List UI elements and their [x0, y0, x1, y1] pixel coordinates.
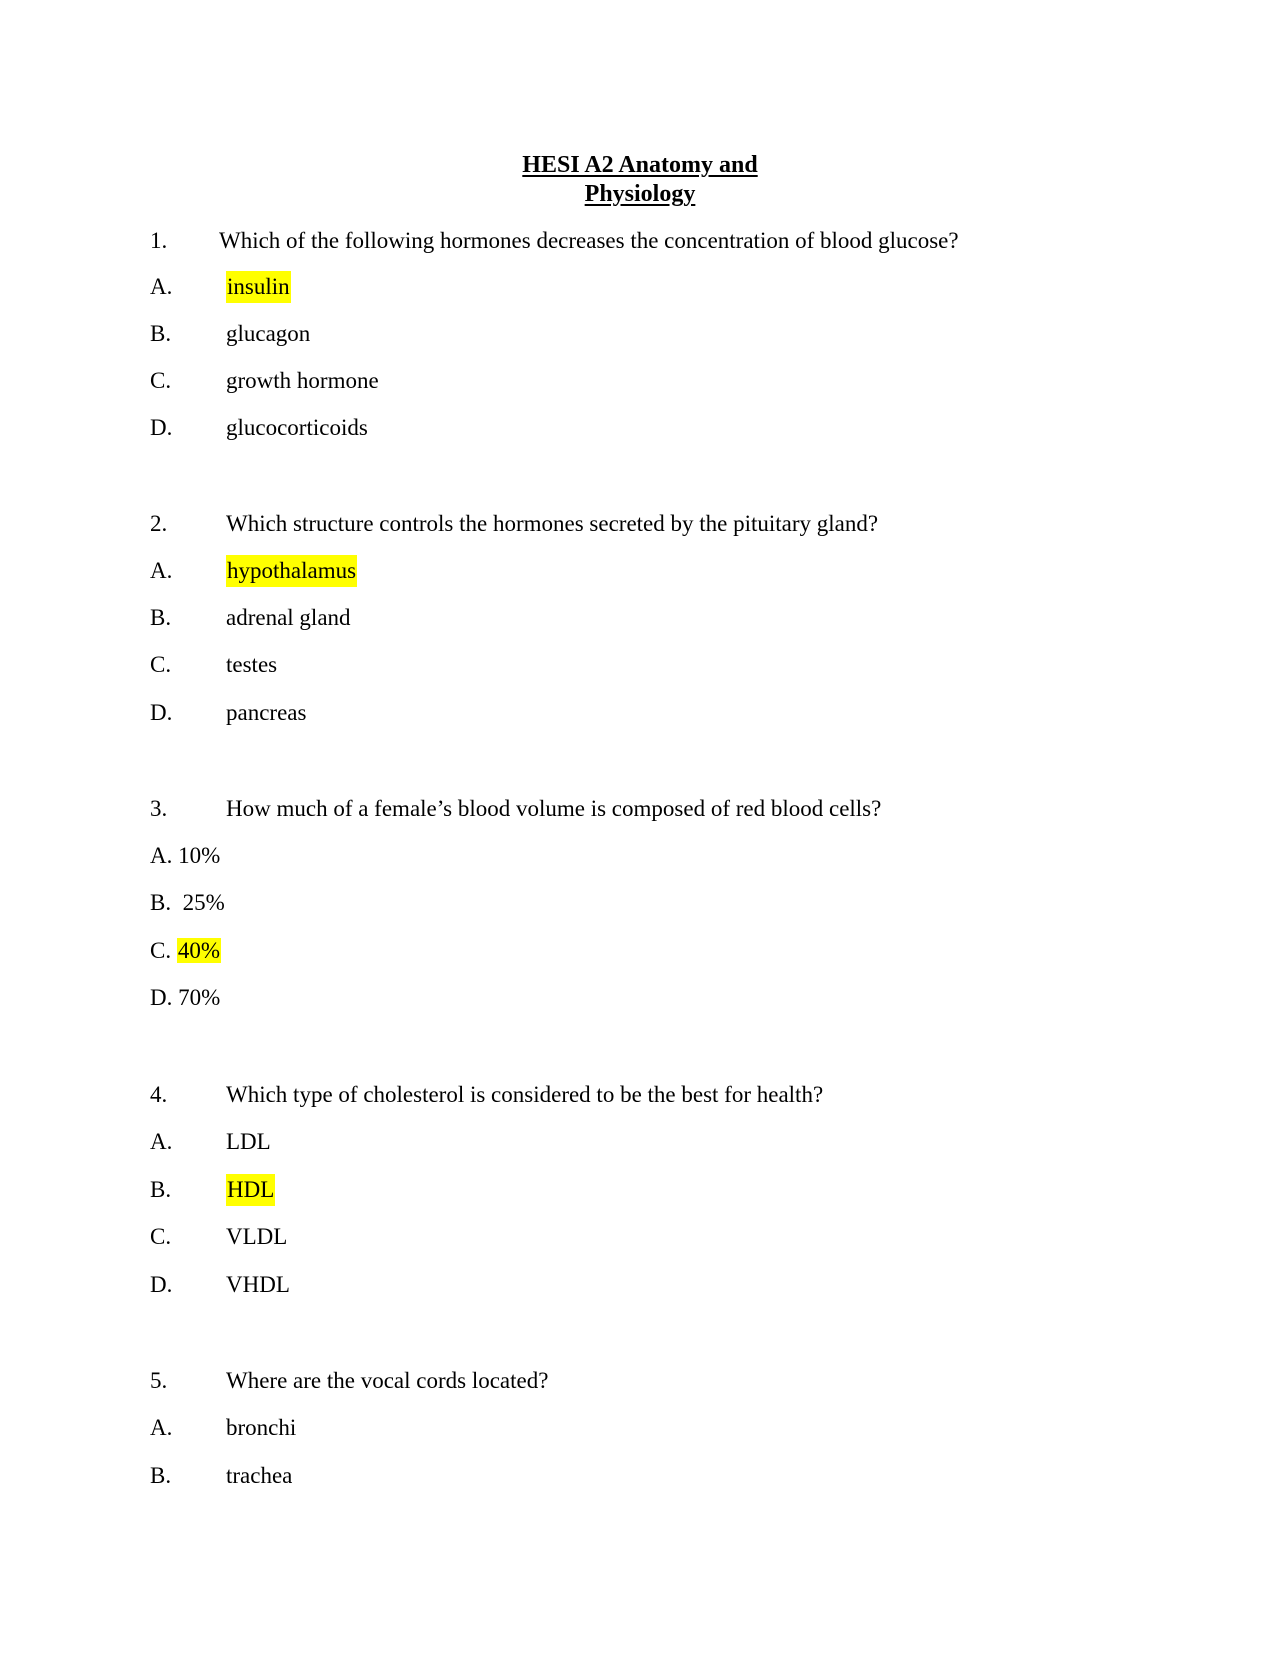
option-letter: C.: [150, 368, 172, 393]
option-inline: [150, 887, 225, 919]
option-letter: B.: [150, 1463, 172, 1488]
option-letter: B.: [150, 605, 172, 630]
option-inline: [150, 982, 220, 1014]
option-text: pancreas: [226, 700, 307, 725]
option-letter: D.: [150, 1272, 173, 1297]
question-text: Which structure controls the hormones secreted by the pituitary gland?: [226, 511, 879, 536]
option-text-highlighted: 40%: [177, 938, 221, 963]
option-letter: C.: [150, 652, 172, 677]
option-letter: A.: [150, 274, 173, 299]
option-text: 10%: [178, 843, 221, 868]
question-number: 2.: [150, 511, 168, 536]
option-letter: A.: [150, 843, 173, 868]
option-text: growth hormone: [226, 368, 379, 393]
option-inline: [150, 840, 220, 872]
question-number: 4.: [150, 1082, 168, 1107]
question-number: 5.: [150, 1368, 168, 1393]
question-text: Which of the following hormones decreases the concentration of blood glucose?: [219, 228, 959, 253]
option-text: bronchi: [226, 1415, 297, 1440]
question-text: Where are the vocal cords located?: [226, 1368, 549, 1393]
question-text: Which type of cholesterol is considered to be the best for health?: [226, 1082, 824, 1107]
option-text: trachea: [226, 1463, 293, 1488]
title-text-2: Physiology: [584, 181, 696, 207]
document-title-line-1: [0, 150, 1280, 180]
option-text-highlighted: HDL: [226, 1174, 275, 1206]
option-letter: A.: [150, 558, 173, 583]
option-text: VHDL: [226, 1272, 290, 1297]
question-number: 3.: [150, 796, 168, 821]
option-letter: A.: [150, 1415, 173, 1440]
document-title-line-2: [0, 179, 1280, 209]
option-text-highlighted: insulin: [226, 271, 291, 303]
option-text: 70%: [178, 985, 221, 1010]
option-letter: B.: [150, 321, 172, 346]
option-text: glucocorticoids: [226, 415, 368, 440]
option-text: 25%: [182, 890, 225, 915]
option-inline: [150, 935, 221, 967]
question-number: 1.: [150, 228, 168, 253]
option-text: LDL: [226, 1129, 271, 1154]
option-letter: B.: [150, 1177, 172, 1202]
option-text-highlighted: hypothalamus: [226, 555, 357, 587]
option-letter: A.: [150, 1129, 173, 1154]
option-letter: D.: [150, 415, 173, 440]
option-text: adrenal gland: [226, 605, 351, 630]
option-text: testes: [226, 652, 278, 677]
option-letter: B.: [150, 890, 172, 915]
option-letter: D.: [150, 985, 173, 1010]
question-text: How much of a female’s blood volume is composed of red blood cells?: [226, 796, 882, 821]
option-text: VLDL: [226, 1224, 288, 1249]
option-letter: D.: [150, 700, 173, 725]
option-letter: C.: [150, 938, 172, 963]
option-text: glucagon: [226, 321, 311, 346]
option-letter: C.: [150, 1224, 172, 1249]
title-text-1: HESI A2 Anatomy and: [522, 152, 758, 178]
